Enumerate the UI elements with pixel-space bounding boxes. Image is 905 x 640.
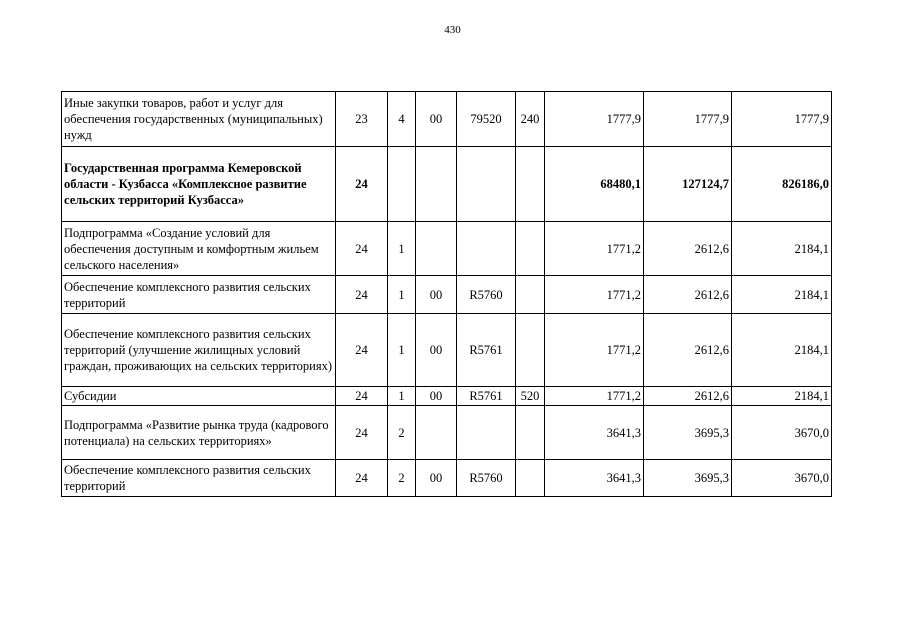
expense-code (457, 406, 516, 460)
table-row (62, 92, 832, 147)
budget-table (61, 91, 832, 497)
amount-year-3: 2184,1 (732, 276, 832, 314)
subprogram-code: 1 (388, 314, 416, 387)
expense-code (457, 147, 516, 222)
expense-code: R5760 (457, 276, 516, 314)
amount-year-1: 3641,3 (545, 406, 644, 460)
amount-year-3: 3670,0 (732, 460, 832, 497)
amount-year-3: 2184,1 (732, 387, 832, 406)
amount-year-2: 2612,6 (644, 387, 732, 406)
subprogram-code: 1 (388, 387, 416, 406)
row-name: Государственная программа Кемеровской области - Кузбасса «Комплексное развитие сельских территорий Кузбасса» (62, 147, 336, 222)
direction-code (416, 222, 457, 276)
amount-year-3: 2184,1 (732, 222, 832, 276)
program-code: 23 (336, 92, 388, 147)
amount-year-2: 1777,9 (644, 92, 732, 147)
direction-code (416, 147, 457, 222)
direction-code: 00 (416, 276, 457, 314)
expense-code (457, 222, 516, 276)
amount-year-2: 2612,6 (644, 222, 732, 276)
amount-year-3: 2184,1 (732, 314, 832, 387)
amount-year-2: 2612,6 (644, 314, 732, 387)
amount-year-1: 1771,2 (545, 222, 644, 276)
program-code: 24 (336, 460, 388, 497)
direction-code: 00 (416, 92, 457, 147)
amount-year-2: 127124,7 (644, 147, 732, 222)
amount-year-1: 1777,9 (545, 92, 644, 147)
program-code: 24 (336, 147, 388, 222)
row-name: Иные закупки товаров, работ и услуг для обеспечения государственных (муниципальных) нужд (62, 92, 336, 147)
program-code: 24 (336, 222, 388, 276)
amount-year-1: 1771,2 (545, 276, 644, 314)
expense-code: R5761 (457, 387, 516, 406)
expense-type-code: 240 (516, 92, 545, 147)
subprogram-code: 2 (388, 406, 416, 460)
row-name: Подпрограмма «Создание условий для обеспечения доступным и комфортным жильем сельского населения» (62, 222, 336, 276)
subprogram-code: 1 (388, 222, 416, 276)
expense-type-code (516, 460, 545, 497)
row-name: Подпрограмма «Развитие рынка труда (кадрового потенциала) на сельских территориях» (62, 406, 336, 460)
amount-year-3: 3670,0 (732, 406, 832, 460)
row-name: Обеспечение комплексного развития сельских территорий (62, 460, 336, 497)
expense-type-code (516, 406, 545, 460)
program-code: 24 (336, 276, 388, 314)
table-row (62, 147, 832, 222)
expense-code: R5761 (457, 314, 516, 387)
expense-code: 79520 (457, 92, 516, 147)
table-row (62, 460, 832, 497)
amount-year-1: 1771,2 (545, 387, 644, 406)
expense-type-code (516, 147, 545, 222)
expense-type-code: 520 (516, 387, 545, 406)
amount-year-2: 3695,3 (644, 406, 732, 460)
table-row (62, 222, 832, 276)
program-code: 24 (336, 314, 388, 387)
program-code: 24 (336, 406, 388, 460)
subprogram-code (388, 147, 416, 222)
amount-year-1: 68480,1 (545, 147, 644, 222)
amount-year-1: 1771,2 (545, 314, 644, 387)
expense-type-code (516, 222, 545, 276)
page-number: 430 (444, 24, 461, 36)
program-code: 24 (336, 387, 388, 406)
table-row (62, 387, 832, 406)
subprogram-code: 2 (388, 460, 416, 497)
expense-type-code (516, 314, 545, 387)
expense-code: R5760 (457, 460, 516, 497)
amount-year-2: 3695,3 (644, 460, 732, 497)
subprogram-code: 1 (388, 276, 416, 314)
direction-code: 00 (416, 314, 457, 387)
amount-year-3: 1777,9 (732, 92, 832, 147)
direction-code: 00 (416, 460, 457, 497)
row-name: Субсидии (62, 387, 336, 406)
row-name: Обеспечение комплексного развития сельских территорий (62, 276, 336, 314)
direction-code: 00 (416, 387, 457, 406)
table-row (62, 276, 832, 314)
direction-code (416, 406, 457, 460)
expense-type-code (516, 276, 545, 314)
subprogram-code: 4 (388, 92, 416, 147)
amount-year-1: 3641,3 (545, 460, 644, 497)
table-row (62, 314, 832, 387)
amount-year-2: 2612,6 (644, 276, 732, 314)
table-row (62, 406, 832, 460)
row-name: Обеспечение комплексного развития сельских территорий (улучшение жилищных условий граждан, проживающих на сельских территориях) (62, 314, 336, 387)
amount-year-3: 826186,0 (732, 147, 832, 222)
